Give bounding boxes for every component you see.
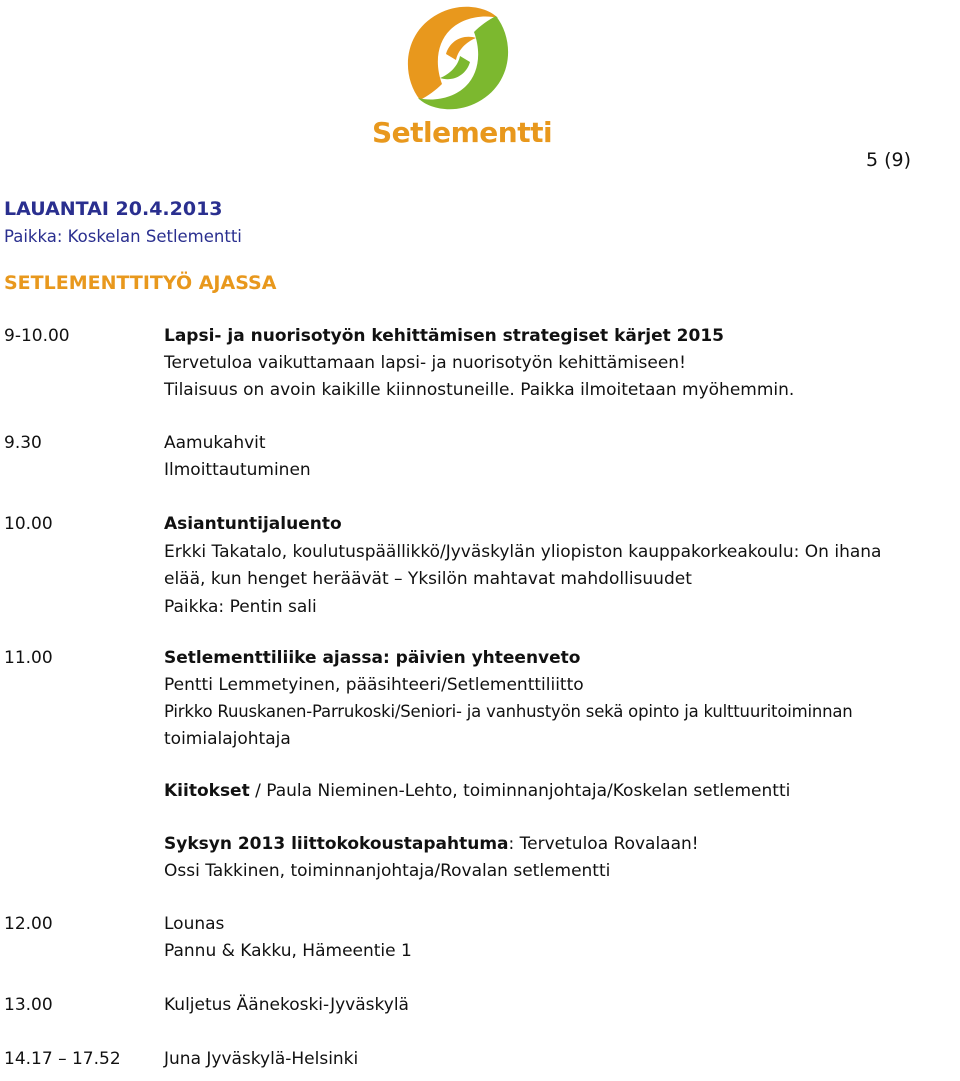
item-line: Tervetuloa vaikuttamaan lapsi- ja nuorisotyön kehittämiseen! (164, 353, 686, 373)
page-number: 5 (9) (866, 149, 912, 171)
item-title: Lapsi- ja nuorisotyön kehittämisen strategiset kärjet 2015 (164, 326, 724, 346)
time-label: 14.17 – 17.52 (4, 1049, 121, 1069)
time-label: 13.00 (4, 995, 53, 1015)
item-line: Pannu & Kakku, Hämeentie 1 (164, 941, 412, 961)
item-title: Kuljetus Äänekoski-Jyväskylä (164, 995, 409, 1015)
item-line: Pentti Lemmetyinen, pääsihteeri/Setlementtiliitto (164, 675, 584, 695)
hands-icon (398, 4, 518, 112)
item-line: elää, kun henget heräävät – Yksilön mahtavat mahdollisuudet (164, 569, 692, 589)
next-meeting-label: Syksyn 2013 liittokokoustapahtuma (164, 834, 509, 854)
time-label: 11.00 (4, 648, 53, 668)
logo-wordmark: Setlementti (372, 116, 553, 149)
time-label: 9.30 (4, 433, 42, 453)
item-line: Ilmoittautuminen (164, 460, 311, 480)
day-title: LAUANTAI 20.4.2013 (4, 198, 223, 220)
venue-line: Paikka: Koskelan Setlementti (4, 227, 242, 246)
item-line: toimialajohtaja (164, 729, 291, 749)
item-line: Pirkko Ruuskanen-Parrukoski/Seniori- ja vanhustyön sekä opinto ja kulttuuritoiminnan (164, 702, 853, 721)
item-title: Asiantuntijaluento (164, 514, 342, 534)
item-line: Tilaisuus on avoin kaikille kiinnostuneille. Paikka ilmoitetaan myöhemmin. (164, 380, 795, 400)
item-title: Aamukahvit (164, 433, 266, 453)
item-title: Setlementtiliike ajassa: päivien yhteenveto (164, 648, 581, 668)
time-label: 12.00 (4, 914, 53, 934)
item-line: Ossi Takkinen, toiminnanjohtaja/Rovalan setlementti (164, 861, 611, 881)
section-title: SETLEMENTTITYÖ AJASSA (4, 272, 277, 294)
thanks-text: / Paula Nieminen-Lehto, toiminnanjohtaja/Koskelan setlementti (249, 781, 791, 801)
time-label: 9-10.00 (4, 326, 70, 346)
thanks-line (164, 781, 790, 801)
item-title: Lounas (164, 914, 225, 934)
next-meeting-line (164, 834, 699, 854)
setlementti-logo (372, 4, 553, 154)
item-line: Erkki Takatalo, koulutuspäällikkö/Jyväskylän yliopiston kauppakorkeakoulu: On ihana (164, 542, 882, 562)
item-title: Juna Jyväskylä-Helsinki (164, 1049, 359, 1069)
next-meeting-text: : Tervetuloa Rovalaan! (508, 834, 699, 854)
thanks-label: Kiitokset (164, 781, 250, 801)
item-line: Paikka: Pentin sali (164, 597, 317, 617)
time-label: 10.00 (4, 514, 53, 534)
